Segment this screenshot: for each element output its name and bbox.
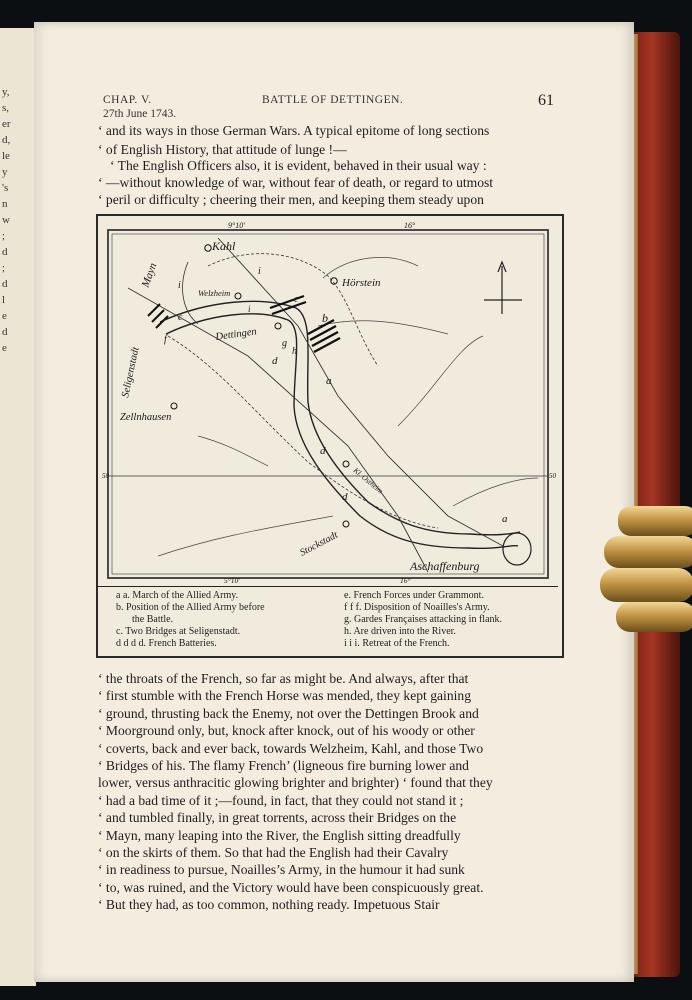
brook [198,436,268,466]
brook [398,336,483,426]
town-marker [171,403,177,409]
town-marker [235,293,241,299]
brook [323,257,418,278]
facing-page-text-fragment: w [2,214,10,226]
brook [453,478,538,506]
body-line: ‘ the throats of the French, so far as might be. And always, after that [98,671,469,686]
map-letter-i: i [258,266,261,277]
body-line: ‘ first stumble with the French Horse was mended, they kept gaining [98,688,471,704]
running-head-chapter: CHAP. V. [103,94,152,106]
river-main-bank [166,314,518,549]
march-route [168,336,438,528]
body-line: ‘ had a bad time of it ;—found, in fact, that they could not stand it ; [98,792,464,808]
place-label-zellnhausen: Zellnhausen [120,412,172,423]
facing-page-text-fragment: d [2,246,8,258]
scale-bottom-right: 16° [400,576,411,585]
clip-finger [616,602,692,632]
body-line: ‘ But they had, as too common, nothing ready. Impetuous Stair [98,897,440,913]
place-label-aschaffenburg: Aschaffenburg [410,559,480,573]
facing-page-text-fragment: e [2,342,7,354]
legend-item: g. Gardes Françaises attacking in flank. [344,614,503,625]
legend-item: a a. March of the Allied Army. [116,590,239,601]
body-line: ‘ and its ways in those German Wars. A typical epitome of long sections [98,123,490,138]
facing-page-text-fragment: n [2,198,8,210]
map-legend [108,590,552,650]
map-inner-frame [108,230,548,578]
legend-divider [98,586,558,587]
scale-bottom-left: 5°10' [224,576,240,585]
battle-map-figure [96,214,564,658]
legend-item: h. Are driven into the River. [344,626,456,637]
scale-top-left: 9°10' [228,221,245,230]
map-letter-c: c [178,312,183,323]
facing-page-text-fragment: y [2,166,8,178]
legend-item: b. Position of the Allied Army before [116,602,265,613]
place-label-mayn: Mayn [139,261,160,290]
clip-finger [600,568,692,602]
legend-item: f f f. Disposition of Noailles's Army. [344,602,490,613]
map-letter-b: b [322,311,328,325]
body-line: ‘ The English Officers also, it is evident, behaved in their usual way : [110,158,487,173]
body-line: ‘ in readiness to pursue, Noailles’s Army, in the humour it had sunk [98,862,465,878]
facing-page-text-fragment: s, [2,102,10,114]
facing-page-text-fragment: le [2,150,10,162]
map-letter-d: d [320,445,326,457]
body-line: lower, versus anthracitic glowing brighter and brighter) ‘ found that they [98,775,493,791]
map-letter-a: a [326,375,332,387]
place-label-dettingen: Dettingen [214,326,258,343]
seligenstadt-bridges [148,304,168,328]
scale-top-right: 16° [404,221,416,230]
place-label-seligenstadt: Seligenstadt [120,346,142,399]
town-marker [275,323,281,329]
retreat-arrow [183,262,198,324]
brass-page-clip [598,498,692,638]
facing-page-text-fragment: er [2,118,11,130]
facing-page-text-fragment: y, [2,86,10,98]
map-letter-d: d [342,491,348,503]
facing-page-text-fragment: e [2,310,7,322]
page-number: 61 [538,92,554,109]
body-line: ‘ on the skirts of them. So that had the English had their Cavalry [98,845,449,860]
battle-map-drawing [98,216,558,586]
legend-item: c. Two Bridges at Seligenstadt. [116,626,241,637]
body-line: ‘ and tumbled finally, in great torrents, across their Bridges on the [98,810,457,826]
map-letter-i: i [178,280,181,291]
scale-side-right: 50 [549,472,556,480]
map-letter-a: a [502,513,508,525]
facing-page-text-fragment: ; [2,230,6,242]
body-line: ‘ coverts, back and ever back, towards Welzheim, Kahl, and those Two [98,740,484,756]
facing-page-text-fragment: 's [2,182,9,194]
place-label-stockstadt: Stockstadt [298,529,340,559]
facing-page-text-fragment: ; [2,262,6,274]
body-line: ‘ ground, thrusting back the Enemy, not over the Dettingen Brook and [98,705,479,721]
body-line: ‘ Mayn, many leaping into the River, the English sitting dreadfully [98,827,461,843]
town-marker [343,461,349,467]
clip-finger [604,536,692,568]
body-line: ‘ Bridges of his. The flamy French’ (ligneous fire burning lower and [98,758,469,773]
legend-item: the Battle. [132,614,174,625]
body-line: ‘ —without knowledge of war, without fear of death, or regard to utmost [98,175,494,190]
place-label-welzheim: Welzheim [198,288,231,298]
running-head-title: BATTLE OF DETTINGEN. [262,94,404,106]
legend-item: d d d d. French Batteries. [116,638,217,649]
body-line: ‘ to, was ruined, and the Victory would have been conspicuously great. [98,879,484,895]
river-bend-aschaffenburg [503,533,531,565]
marginal-date: 27th June 1743. [103,108,177,120]
place-label-klostheim: Kl. Ostheim [351,465,385,496]
scale-side-left: 50 [102,472,109,480]
facing-page-text-fragment: d, [2,134,11,146]
facing-page-text-fragment: d [2,278,8,290]
legend-item: e. French Forces under Grammont. [344,590,484,601]
body-line: ‘ of English History, that attitude of lunge !— [98,142,347,157]
map-letter-d: d [272,355,278,367]
facing-page-text-fragment: d [2,326,8,338]
map-letter-g: g [282,338,287,349]
place-label-horstein: Hörstein [342,277,381,289]
map-letter-h: h [292,346,297,357]
body-line: ‘ peril or difficulty ; cheering their men, and keeping them steady upon [98,192,484,207]
town-marker [205,245,211,251]
map-letter-i: i [248,304,251,314]
map-letter-f: f [164,334,167,345]
town-marker [343,521,349,527]
facing-page-text-fragment: l [2,294,6,306]
legend-item: i i i. Retreat of the French. [344,638,450,649]
place-label-kahl: Kahl [212,239,236,253]
map-letter-e: e [294,294,299,305]
body-line: ‘ Moorground only, but, knock after knock, out of his woody or other [98,723,475,739]
clip-finger [618,506,692,536]
facing-page-edge [0,28,36,986]
